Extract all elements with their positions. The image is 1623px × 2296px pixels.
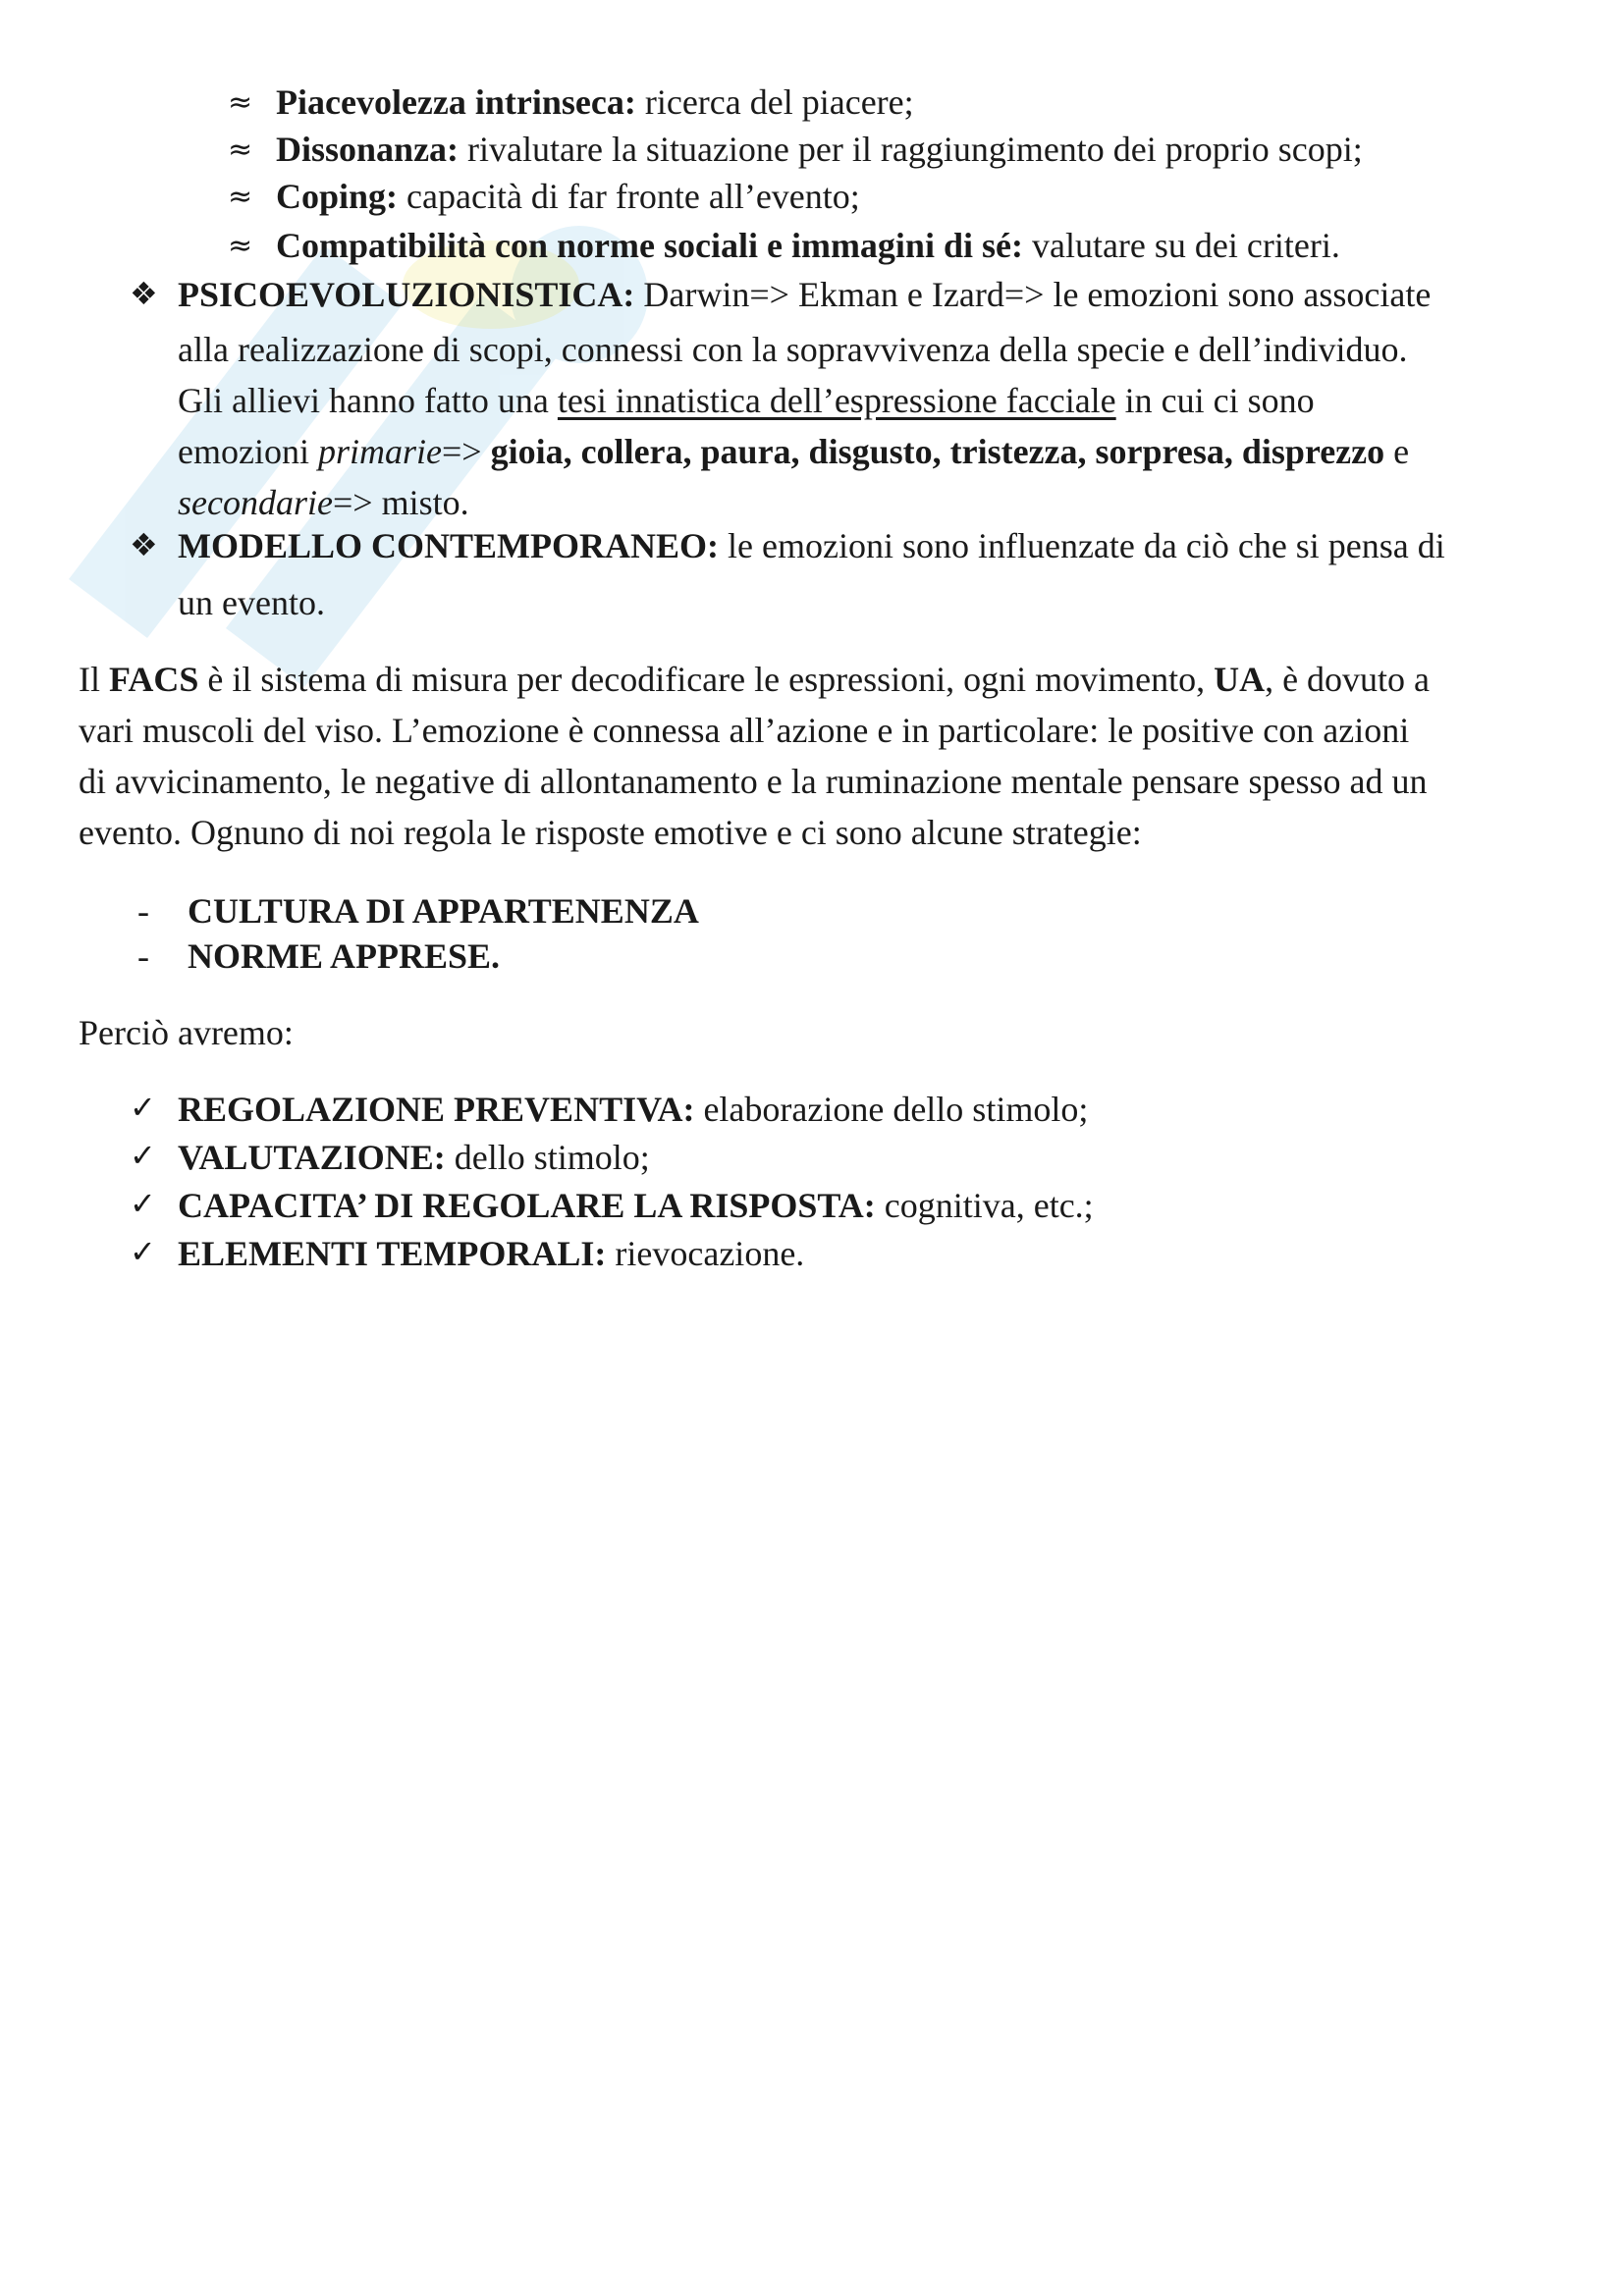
facs-line-3: di avvicinamento, le negative di allontanamento e la ruminazione mentale pensare spesso ad un: [79, 762, 1428, 801]
psico-line-5: secondarie=> misto.: [178, 483, 469, 522]
sub-item: Compatibilità con norme sociali e immagini di sé: valutare su dei criteri.: [276, 226, 1340, 265]
approx-bullet-icon: ≈: [228, 180, 253, 214]
dash-bullet: -: [137, 936, 149, 976]
check-icon: ✓: [130, 1185, 156, 1222]
approx-bullet-icon: ≈: [228, 85, 253, 120]
dash-item: NORME APPRESE.: [188, 936, 501, 976]
facs-line-4: evento. Ognuno di noi regola le risposte emotive e ci sono alcune strategie:: [79, 813, 1142, 852]
psico-line-4: emozioni primarie=> gioia, collera, paura, disgusto, tristezza, sorpresa, disprezzo e: [178, 432, 1410, 471]
psico-line-3: Gli allievi hanno fatto una tesi innatistica dell’espressione facciale in cui ci sono: [178, 381, 1315, 420]
diamond-bullet-icon: ❖: [130, 275, 158, 312]
sub-item: Dissonanza: rivalutare la situazione per il raggiungimento dei proprio scopi;: [276, 130, 1363, 169]
sub-item: Coping: capacità di far fronte all’evento;: [276, 177, 860, 216]
approx-bullet-icon: ≈: [228, 133, 253, 167]
modello-line-1: MODELLO CONTEMPORANEO: le emozioni sono influenzate da ciò che si pensa di: [178, 526, 1445, 565]
diamond-bullet-icon: ❖: [130, 526, 158, 563]
sub-item: Piacevolezza intrinseca: ricerca del piacere;: [276, 82, 914, 122]
psico-line-1: PSICOEVOLUZIONISTICA: Darwin=> Ekman e Izard=> le emozioni sono associate: [178, 275, 1432, 314]
dash-item: CULTURA DI APPARTENENZA: [188, 891, 699, 931]
facs-line-2: vari muscoli del viso. L’emozione è connessa all’azione e in particolare: le positive con azioni: [79, 711, 1410, 750]
check-icon: ✓: [130, 1137, 156, 1174]
percio-text: Perciò avremo:: [79, 1013, 294, 1052]
dash-bullet: -: [137, 891, 149, 931]
facs-line-1: Il FACS è il sistema di misura per decodificare le espressioni, ogni movimento, UA, è dovuto a: [79, 660, 1431, 699]
check-item: REGOLAZIONE PREVENTIVA: elaborazione dello stimolo;: [178, 1090, 1089, 1129]
psico-line-2: alla realizzazione di scopi, connessi con la sopravvivenza della specie e dell’individuo.: [178, 330, 1408, 369]
check-item: VALUTAZIONE: dello stimolo;: [178, 1138, 650, 1177]
check-icon: ✓: [130, 1233, 156, 1270]
check-item: CAPACITA’ DI REGOLARE LA RISPOSTA: cognitiva, etc.;: [178, 1186, 1094, 1225]
approx-bullet-icon: ≈: [228, 229, 253, 263]
check-icon: ✓: [130, 1089, 156, 1126]
check-item: ELEMENTI TEMPORALI: rievocazione.: [178, 1234, 805, 1273]
modello-line-2: un evento.: [178, 583, 325, 622]
